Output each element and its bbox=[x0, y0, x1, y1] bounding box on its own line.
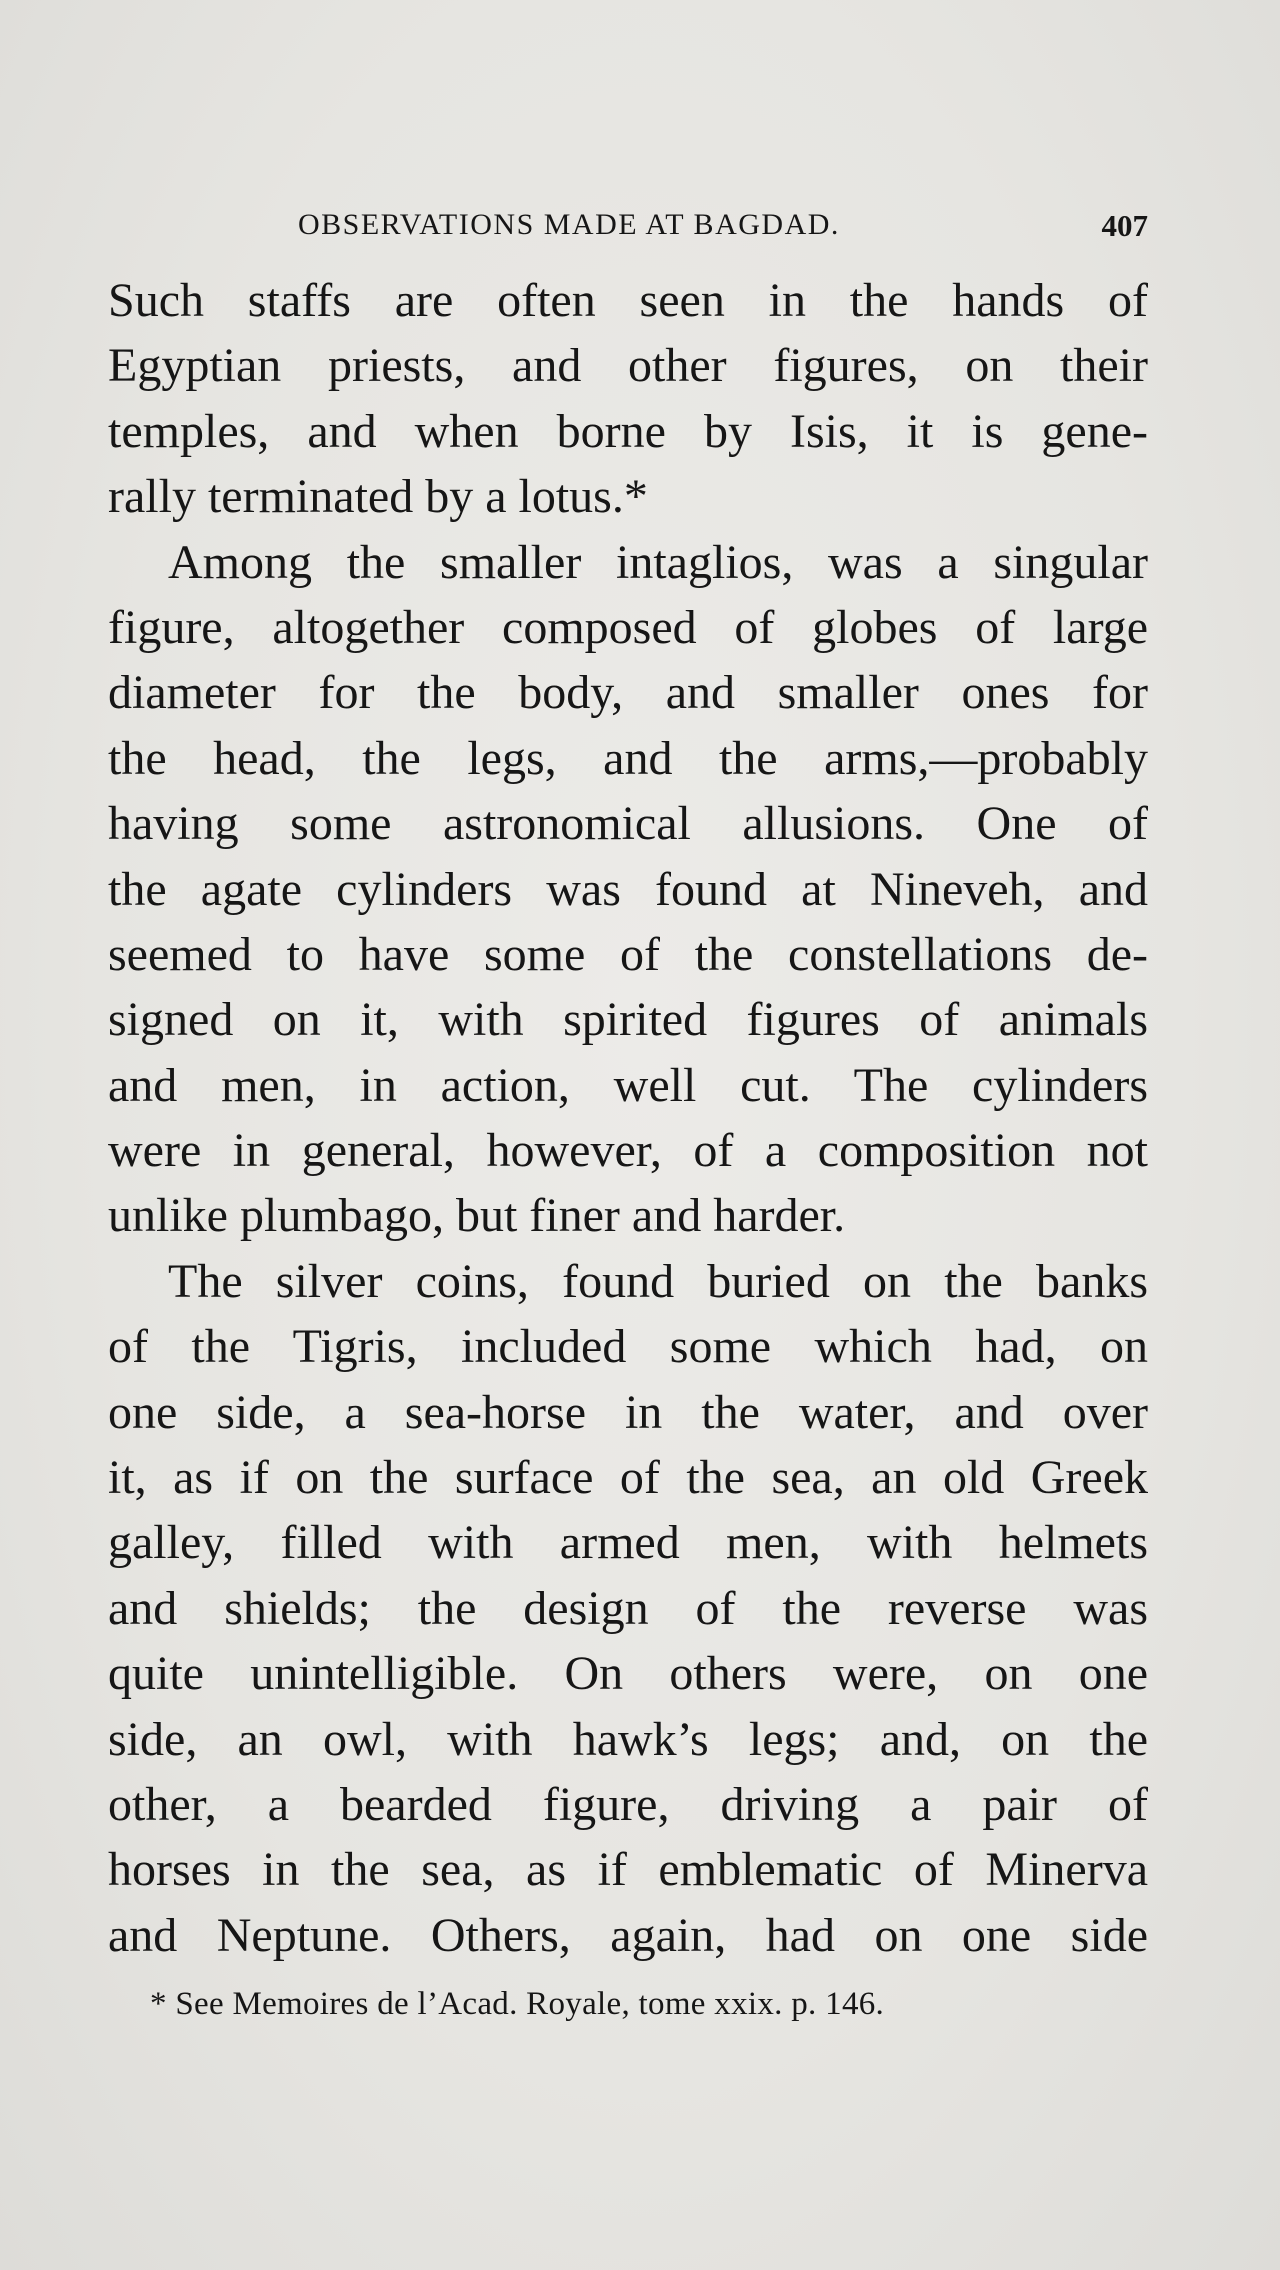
text-line: the agate cylinders was found at Nineveh, and bbox=[108, 862, 1148, 916]
text-line: signed on it, with spirited figures of animals bbox=[108, 993, 1148, 1047]
text-line: one side, a sea-horse in the water, and over bbox=[108, 1385, 1148, 1439]
text-line: and shields; the design of the reverse was bbox=[108, 1581, 1148, 1635]
text-line: Among the smaller intaglios, was a singular bbox=[168, 535, 1148, 589]
page-header bbox=[108, 208, 1148, 252]
body-text bbox=[108, 268, 1148, 1968]
text-line: side, an owl, with hawk’s legs; and, on the bbox=[108, 1712, 1148, 1766]
text-line: The silver coins, found buried on the banks bbox=[168, 1254, 1148, 1308]
text-line: horses in the sea, as if emblematic of Minerva bbox=[108, 1843, 1148, 1897]
text-line: the head, the legs, and the arms,—probably bbox=[108, 731, 1148, 785]
text-line: rally terminated by a lotus.* bbox=[108, 470, 648, 524]
text-line: and Neptune. Others, again, had on one side bbox=[108, 1908, 1148, 1962]
text-line: seemed to have some of the constellations de- bbox=[108, 927, 1148, 981]
text-line: unlike plumbago, but finer and harder. bbox=[108, 1189, 846, 1243]
text-line: Egyptian priests, and other figures, on their bbox=[108, 339, 1148, 393]
text-line: temples, and when borne by Isis, it is gene- bbox=[108, 404, 1148, 458]
text-line: figure, altogether composed of globes of large bbox=[108, 600, 1148, 654]
text-line: galley, filled with armed men, with helmets bbox=[108, 1516, 1148, 1570]
text-line: were in general, however, of a composition not bbox=[108, 1124, 1148, 1178]
text-line: diameter for the body, and smaller ones for bbox=[108, 666, 1148, 720]
text-line: other, a bearded figure, driving a pair of bbox=[108, 1777, 1148, 1831]
text-line: Such staffs are often seen in the hands of bbox=[108, 274, 1148, 327]
text-line: quite unintelligible. On others were, on one bbox=[108, 1647, 1148, 1701]
footnote: * See Memoires de l’Acad. Royale, tome xxix. p. 146. bbox=[150, 1986, 885, 2022]
text-line: of the Tigris, included some which had, on bbox=[108, 1320, 1148, 1374]
text-line: and men, in action, well cut. The cylinders bbox=[108, 1058, 1148, 1112]
text-line: it, as if on the surface of the sea, an old Greek bbox=[108, 1451, 1148, 1505]
text-line: having some astronomical allusions. One of bbox=[108, 797, 1148, 851]
running-head: OBSERVATIONS MADE AT BAGDAD. bbox=[298, 208, 840, 241]
page-number: 407 bbox=[1101, 208, 1148, 243]
